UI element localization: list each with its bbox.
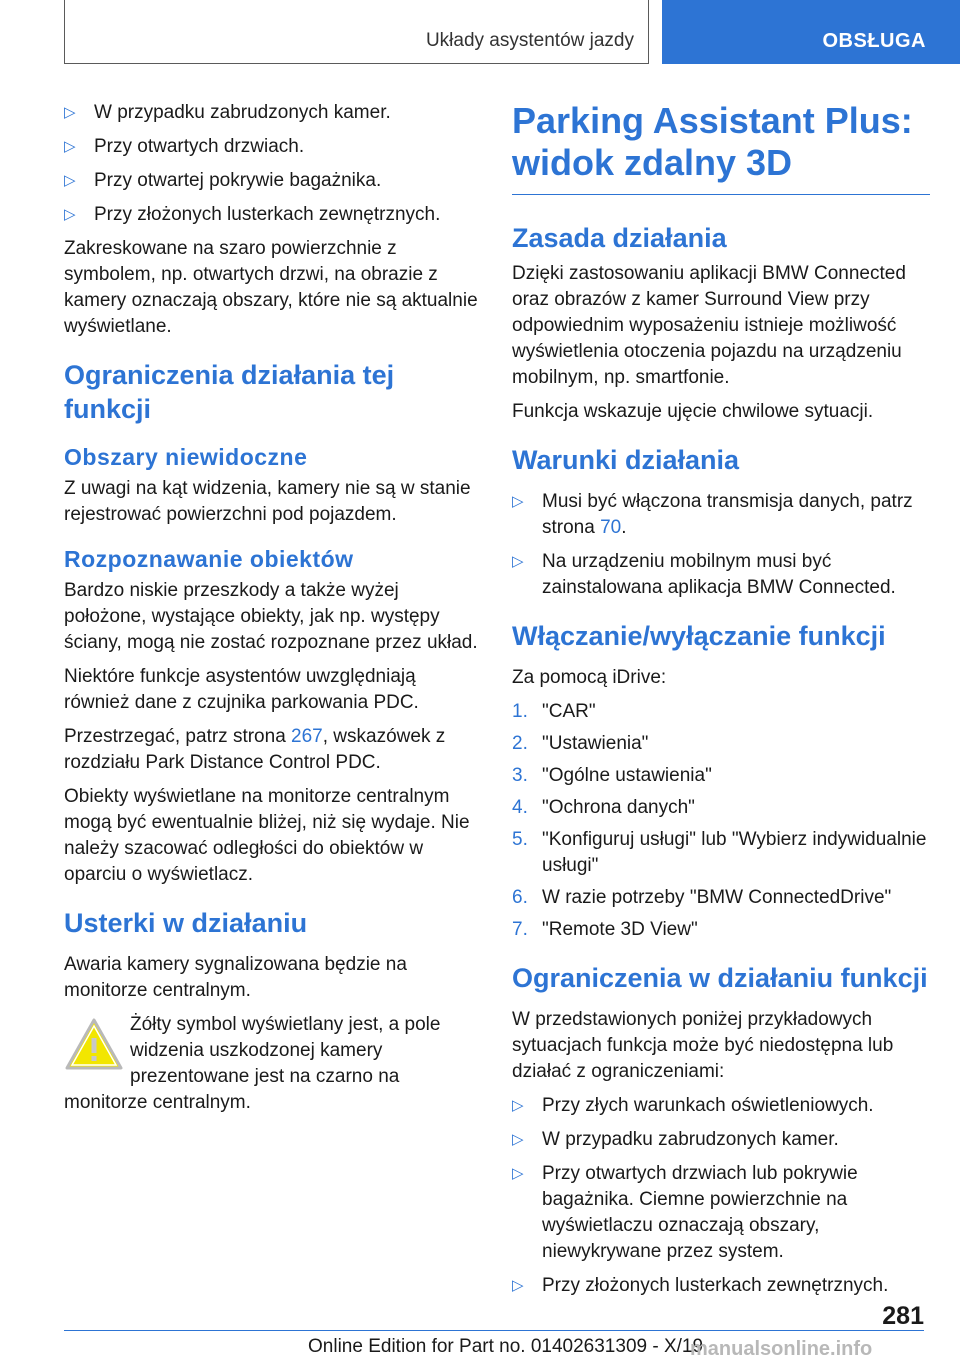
list-item: ▷ W przypadku zabrudzonych kamer. xyxy=(512,1127,930,1153)
bullet-triangle-icon: ▷ xyxy=(64,206,76,223)
paragraph-limits-2: W przedstawionych poniżej przykładowych sytuacjach funkcja może być niedostępna lub działać z ograniczeniami: xyxy=(512,1009,894,1082)
bullet-triangle-icon: ▷ xyxy=(512,1277,524,1294)
warning-text: Żółty symbol wyświetlany jest, a pole widzenia uszkodzonej kamery prezentowane jest na czarno na monitorze centralnym. xyxy=(64,1014,441,1113)
step-number: 4. xyxy=(512,797,528,818)
list-item: ▷ Przy złożonych lusterkach zewnętrznych. xyxy=(64,202,478,228)
heading-on-off: Włączanie/wyłączanie funkcji xyxy=(512,621,886,651)
watermark: manualsonline.info xyxy=(690,1338,873,1360)
list-item: ▷ Na urządzeniu mobilnym musi być zainstalowana aplikacja BMW Connected. xyxy=(512,551,896,598)
heading-limits-2: Ograniczenia w działaniu funkcji xyxy=(512,963,928,993)
step-item: 7. "Remote 3D View" xyxy=(512,917,930,943)
bullet-list-conditions xyxy=(512,489,930,601)
chapter-tab-label: OBSŁUGA xyxy=(822,30,926,52)
bullet-triangle-icon: ▷ xyxy=(512,1097,524,1114)
page-link-70[interactable]: 70 xyxy=(600,517,622,538)
header-rule-right xyxy=(648,0,649,64)
left-column xyxy=(64,100,478,1116)
right-column xyxy=(512,100,930,1307)
footer-rule xyxy=(64,1330,924,1331)
list-item: ▷ Przy otwartych drzwiach lub pokrywie bagażnika. Ciemne powierzchnie na wyświetlaczu oznaczają obszary, niewykrywane przez system. xyxy=(512,1163,858,1262)
list-item: ▷ Przy złych warunkach oświetleniowych. xyxy=(512,1093,930,1119)
page-link-267[interactable]: 267 xyxy=(291,726,323,747)
heading-limits: Ograniczenia działania tej funkcji xyxy=(64,360,395,424)
page-header xyxy=(0,0,960,66)
page-number: 281 xyxy=(882,1302,924,1330)
step-number: 1. xyxy=(512,701,528,722)
paragraph-recognition-4: Obiekty wyświetlane na monitorze centralnym mogą być ewentualnie bliżej, niż się wydaje. Nie należy szacować odległości do obiektów w oparciu o wyświetlacz. xyxy=(64,786,470,885)
step-number: 3. xyxy=(512,765,528,786)
paragraph-invisible-areas: Z uwagi na kąt widzenia, kamery nie są w stanie rejestrować powierzchni pod pojazdem. xyxy=(64,478,471,525)
header-rule-bottom xyxy=(64,63,649,64)
paragraph-principle-1: Dzięki zastosowaniu aplikacji BMW Connected oraz obrazów z kamer Surround View przy odpowiednim wyposażeniu istnieje możliwość wyświetlenia otoczenia pojazdu na urządzeniu mobilnym, np. smartfonie. xyxy=(512,263,906,388)
list-item: ▷ Przy otwartych drzwiach. xyxy=(64,134,478,160)
bullet-triangle-icon: ▷ xyxy=(512,1165,524,1182)
bullet-list-limits xyxy=(512,1093,930,1299)
heading-main: Parking Assistant Plus: widok zdalny 3D xyxy=(512,100,930,195)
step-item: 4. "Ochrona danych" xyxy=(512,795,930,821)
intro-paragraph: Zakreskowane na szaro powierzchnie z symbolem, np. otwartych drzwi, na obrazie z kamery oznaczają obszary, które nie są aktualnie wyświetlane. xyxy=(64,238,478,337)
bullet-triangle-icon: ▷ xyxy=(512,493,524,510)
paragraph-principle-2: Funkcja wskazuje ujęcie chwilowe sytuacji. xyxy=(512,401,874,422)
list-item: ▷ Przy złożonych lusterkach zewnętrznych. xyxy=(512,1273,930,1299)
warning-block xyxy=(64,1012,478,1116)
step-item: 1. "CAR" xyxy=(512,699,930,725)
step-number: 7. xyxy=(512,919,528,940)
header-rule-left xyxy=(64,0,65,64)
paragraph-recognition-3: Przestrzegać, patrz strona 267, wskazówek z rozdziału Park Distance Control PDC. xyxy=(64,726,446,773)
heading-faults: Usterki w działaniu xyxy=(64,908,308,938)
paragraph-recognition-2: Niektóre funkcje asystentów uwzględniają również dane z czujnika parkowania PDC. xyxy=(64,666,419,713)
bullet-triangle-icon: ▷ xyxy=(64,172,76,189)
step-item: 5. "Konfiguruj usługi" lub "Wybierz indywidualnie usługi" xyxy=(512,829,927,876)
bullet-triangle-icon: ▷ xyxy=(64,104,76,121)
heading-principle: Zasada działania xyxy=(512,223,727,253)
paragraph-idrive: Za pomocą iDrive: xyxy=(512,667,667,688)
bullet-list-top xyxy=(64,100,478,228)
list-item: ▷ Musi być włączona transmisja danych, patrz strona 70. xyxy=(512,491,913,538)
paragraph-faults: Awaria kamery sygnalizowana będzie na monitorze centralnym. xyxy=(64,954,407,1001)
bullet-triangle-icon: ▷ xyxy=(64,138,76,155)
list-item: ▷ Przy otwartej pokrywie bagażnika. xyxy=(64,168,478,194)
step-item: 2. "Ustawienia" xyxy=(512,731,930,757)
step-item: 6. W razie potrzeby "BMW ConnectedDrive" xyxy=(512,885,930,911)
step-number: 5. xyxy=(512,829,528,850)
edition-text: Online Edition for Part no. 01402631309 - X/19 xyxy=(308,1336,704,1357)
chapter-tab[interactable] xyxy=(662,0,960,64)
numbered-steps xyxy=(512,699,930,943)
heading-invisible-areas: Obszary niewidoczne xyxy=(64,444,308,470)
section-title: Układy asystentów jazdy xyxy=(425,30,634,51)
paragraph-recognition-1: Bardzo niskie przeszkody a także wyżej położone, wystające obiekty, jak np. występy ściany, mogą nie zostać rozpoznane przez układ. xyxy=(64,580,478,653)
bullet-triangle-icon: ▷ xyxy=(512,1131,524,1148)
warning-triangle-icon xyxy=(64,1016,124,1072)
step-number: 2. xyxy=(512,733,528,754)
heading-conditions: Warunki działania xyxy=(512,445,740,475)
heading-object-recognition: Rozpoznawanie obiektów xyxy=(64,546,354,572)
list-item: ▷ W przypadku zabrudzonych kamer. xyxy=(64,100,478,126)
bullet-triangle-icon: ▷ xyxy=(512,553,524,570)
step-number: 6. xyxy=(512,887,528,908)
step-item: 3. "Ogólne ustawienia" xyxy=(512,763,930,789)
